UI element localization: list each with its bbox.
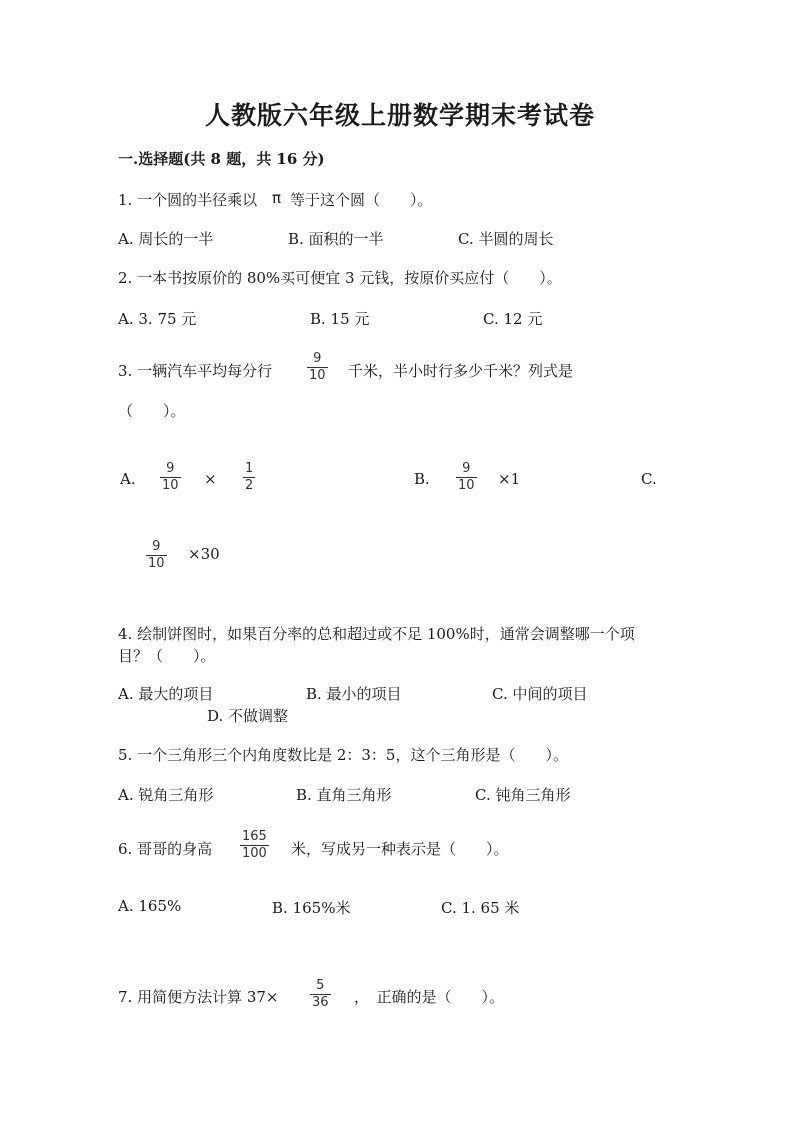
- q2-option-a[interactable]: A. 3. 75 元: [118, 310, 197, 328]
- fraction: $\frac{165}{100}$: [242, 829, 267, 862]
- fraction: $\frac{1}{2}$: [245, 461, 254, 494]
- q5-option-b[interactable]: B. 直角三角形: [296, 786, 392, 804]
- question-4-text: 4. 绘制饼图时，如果百分率的总和超过或不足 100%时，通常会调整哪一个项: [118, 625, 635, 643]
- q3-option-c-label[interactable]: C.: [641, 470, 657, 488]
- multiply-sign: ×: [204, 470, 217, 488]
- q5-option-a[interactable]: A. 锐角三角形: [118, 786, 214, 804]
- question-6-text-end: 米，写成另一种表示是（ ）。: [291, 840, 509, 858]
- q6-option-b[interactable]: B. 165%米: [272, 899, 351, 917]
- q4-option-c[interactable]: C. 中间的项目: [492, 685, 588, 703]
- q4-option-a[interactable]: A. 最大的项目: [118, 685, 214, 703]
- question-6-text: 6. 哥哥的身高: [118, 840, 213, 858]
- fraction: $\frac{9}{10}$: [458, 461, 475, 494]
- question-7-text-end: ， 正确的是（ ）。: [354, 988, 505, 1006]
- q4-option-b[interactable]: B. 最小的项目: [306, 685, 402, 703]
- fraction: $\frac{9}{10}$: [162, 461, 179, 494]
- question-2-text: 2. 一本书按原价的 80%买可便宜 3 元钱，按原价买应付（ ）。: [118, 269, 562, 287]
- question-1-text-end: 等于这个圆（ ）。: [290, 191, 433, 209]
- q5-option-c[interactable]: C. 钝角三角形: [475, 786, 571, 804]
- section-heading: 一.选择题(共 8 题，共 16 分): [118, 150, 325, 168]
- q6-option-c[interactable]: C. 1. 65 米: [441, 899, 520, 917]
- q1-option-c[interactable]: C. 半圆的周长: [458, 230, 554, 248]
- q4-option-d[interactable]: D. 不做调整: [207, 707, 289, 725]
- question-7-text: 7. 用简便方法计算 37×: [118, 988, 279, 1006]
- q3-option-b-label[interactable]: B.: [414, 470, 430, 488]
- fraction: $\frac{5}{36}$: [312, 978, 329, 1011]
- question-5-text: 5. 一个三角形三个内角度数比是 2：3：5，这个三角形是（ ）。: [118, 746, 568, 764]
- pi-symbol: π: [272, 189, 282, 207]
- fraction: $\frac{9}{10}$: [148, 539, 165, 572]
- page-title: 人教版六年级上册数学期末考试卷: [204, 101, 595, 130]
- q6-option-a[interactable]: A. 165%: [118, 897, 182, 915]
- q3-option-c-tail: ×30: [188, 545, 220, 563]
- q2-option-b[interactable]: B. 15 元: [310, 310, 370, 328]
- q3-option-b-tail: ×1: [498, 470, 521, 488]
- fraction: $\frac{9}{10}$: [309, 351, 326, 384]
- q2-option-c[interactable]: C. 12 元: [483, 310, 543, 328]
- question-3-blank: （ ）。: [118, 402, 186, 420]
- question-3-text: 3. 一辆汽车平均每分行: [118, 362, 273, 380]
- q3-option-a-label[interactable]: A.: [120, 470, 136, 488]
- q1-option-b[interactable]: B. 面积的一半: [288, 230, 384, 248]
- q1-option-a[interactable]: A. 周长的一半: [118, 230, 214, 248]
- question-4-text-line2: 目？（ ）。: [118, 647, 216, 665]
- question-3-text-end: 千米，半小时行多少千米？列式是: [348, 362, 574, 380]
- question-1-text: 1. 一个圆的半径乘以: [118, 191, 258, 209]
